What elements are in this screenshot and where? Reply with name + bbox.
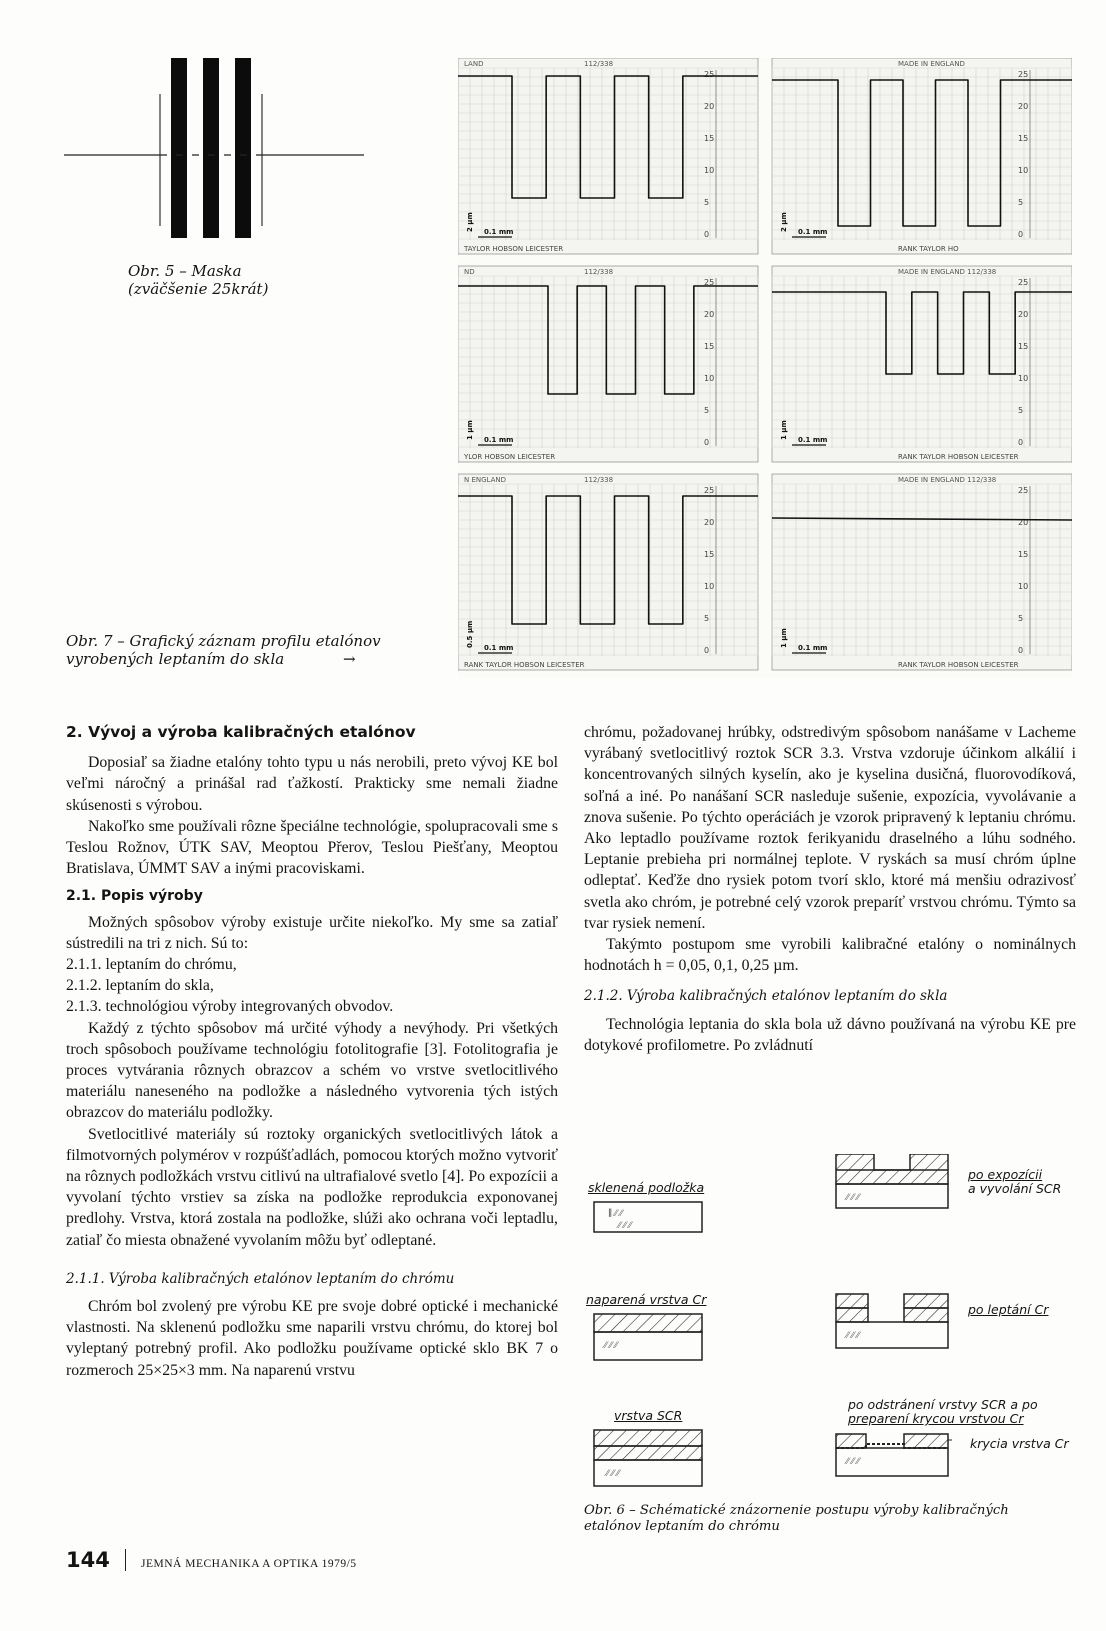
label-cr-layer: naparená vrstva Cr — [586, 1292, 707, 1307]
scale-tick-label: 0 — [1018, 230, 1024, 239]
svg-text:⁄⁄ ⁄⁄ ⁄⁄: ⁄⁄ ⁄⁄ ⁄⁄ — [606, 1468, 620, 1478]
vertical-scale-label: 2 µm — [780, 212, 788, 232]
paragraph: Nakoľko sme používali rôzne špeciálne technológie, spolupracovali sme s Teslou Rožnov, ÚTK SAV, Meoptou Přerov, Teslou Piešťany, Meoptou Bratislava, ÚMMT SAV a inými pracoviskami. — [66, 817, 558, 878]
panel-frame — [772, 58, 1072, 254]
figure-5-caption-subtitle: (zväčšenie 25krát) — [128, 280, 269, 298]
scale-tick-label: 15 — [1018, 342, 1029, 351]
scale-tick-label: 5 — [1018, 198, 1024, 207]
scale-tick-label: 25 — [1018, 278, 1029, 287]
scale-tick-label: 0 — [704, 438, 710, 447]
panel-frame — [772, 266, 1072, 462]
scale-tick-label: 0 — [704, 646, 710, 655]
label-line: preparení krycou vrstvou Cr — [848, 1411, 1024, 1426]
profile-panel — [458, 474, 758, 670]
profile-panel — [458, 266, 758, 462]
list-item: 2.1.2. leptaním do skla, — [66, 977, 214, 995]
figure-7-recordings — [458, 58, 1072, 678]
subsection-heading: 2.1.1. Výroba kalibračných etalónov leptaním do chrómu — [66, 1270, 455, 1287]
label-after-exposure — [968, 1168, 1061, 1196]
journal-name: JEMNÁ MECHANIKA A OPTIKA 1979/5 — [141, 1558, 357, 1570]
panel-header-code: 112/338 — [584, 268, 614, 276]
panel-header-code: 112/338 — [584, 60, 614, 68]
list-item: 2.1.1. leptaním do chrómu, — [66, 956, 237, 974]
panel-header: ND — [464, 268, 475, 276]
vertical-scale-label: 1 µm — [780, 628, 788, 648]
svg-text:⁄⁄ ⁄⁄ ⁄⁄: ⁄⁄ ⁄⁄ ⁄⁄ — [846, 1330, 860, 1340]
figure-5-caption — [128, 262, 328, 298]
label-after-cr-etch: po leptání Cr — [968, 1302, 1049, 1317]
scale-tick-label: 25 — [704, 278, 715, 287]
svg-text:⁄⁄ ⁄⁄ ⁄⁄: ⁄⁄ ⁄⁄ ⁄⁄ — [618, 1220, 632, 1230]
scale-tick-label: 0 — [704, 230, 710, 239]
svg-text:∥ ⁄⁄ ⁄⁄: ∥ ⁄⁄ ⁄⁄ — [608, 1208, 623, 1218]
label-final-step — [848, 1398, 1038, 1426]
scale-tick-label: 15 — [704, 550, 715, 559]
panel-footer: RANK TAYLOR HOBSON LEICESTER — [464, 661, 585, 669]
label-line: po odstránení vrstvy SCR a po — [848, 1397, 1038, 1412]
horizontal-scale-label: 0.1 mm — [484, 436, 514, 444]
paragraph: Chróm bol zvolený pre výrobu KE pre svoje dobré optické i mechanické vlastnosti. Na sklenenú podložku sme naparili vrstvu chrómu, do ktorej bol vyleptaný potrebný profil. Ako podložku používame optické sklo BK 7 o rozmeroch 25×25×3 mm. Na naparenú vrstvu — [66, 1298, 558, 1379]
panel-footer: YLOR HOBSON LEICESTER — [464, 453, 556, 461]
scale-tick-label: 10 — [704, 166, 715, 175]
figure-6-caption-subtitle: etalónov leptaním do chrómu — [584, 1519, 780, 1534]
scale-tick-label: 15 — [704, 134, 715, 143]
scale-tick-label: 5 — [704, 198, 710, 207]
figure-5-mask — [64, 56, 364, 246]
figure-7-caption-title: Obr. 7 – Grafický záznam profilu etalónov — [66, 632, 381, 650]
vertical-scale-label: 2 µm — [466, 212, 474, 232]
scale-tick-label: 20 — [704, 518, 715, 527]
figure-7-caption-subtitle: vyrobených leptaním do skla — [66, 650, 285, 668]
left-column — [66, 722, 558, 1381]
arrow-icon: → — [343, 650, 356, 668]
paragraph: Svetlocitlivé materiály sú roztoky organických svetlocitlivých látok a filmotvorných polymérov v rozpúšťadlách, pomocou ktorých možno vytvoriť na rôznych podložkách vrstvu citlivú na ultrafialové svetlo [4]. Po expozícii a vyvolaní týchto vrstiev sa získa na podložke reprodukcia exponovanej predlohy. Vrstva, ktorá zostala na podložke, slúži ako ochrana voči leptadlu, zatiaľ čo miesta obnažené vyvolaním môžu byť odleptané. — [66, 1125, 558, 1249]
scale-tick-label: 5 — [704, 406, 710, 415]
horizontal-scale-label: 0.1 mm — [484, 644, 514, 652]
panel-footer: RANK TAYLOR HOBSON LEICESTER — [898, 661, 1019, 669]
scale-tick-label: 10 — [1018, 374, 1029, 383]
label-line: po expozícii — [968, 1167, 1043, 1182]
paragraph: Možných spôsobov výroby existuje určite niekoľko. My sme sa zatiaľ sústredili na tri z nich. Sú to: — [66, 913, 558, 952]
figure-7-caption — [66, 632, 406, 668]
panel-header: N ENGLAND — [464, 476, 507, 484]
horizontal-scale-label: 0.1 mm — [798, 228, 828, 236]
paragraph: chrómu, požadovanej hrúbky, odstredivým spôsobom nanášame v Lacheme vyrábaný svetlocitlivý roztok SCR 3.3. Vrstva vzdoruje účinkom alkálií i koncentrovaných silných kyselín, ako je kyselina dusičná, fluorovodíková, soľná a iné. Po nanášaní SCR nasleduje sušenie, expozícia, vyvolávanie a znova sušenie. Po týchto operáciách je vzorok pripravený k leptaniu chrómu. Ako leptadlo používame roztok ferikyanidu draselného a lúhu sodného. Leptanie prebieha pri normálnej teplote. V ryskách sa musí chróm úplne odleptať. Keďže dno rysiek potom tvorí sklo, ktoré má menšiu odrazivosť svetla ako chróm, je potrebné celý vzorok preparíť vrstvou chrómu. Týmto sa tvar rysiek nemení. — [584, 724, 1076, 932]
scale-tick-label: 20 — [704, 310, 715, 319]
panel-footer: TAYLOR HOBSON LEICESTER — [464, 245, 564, 253]
profile-charts — [458, 58, 1072, 678]
mask-drawing — [64, 56, 364, 246]
panel-header: LAND — [464, 60, 484, 68]
vertical-scale-label: 1 µm — [780, 420, 788, 440]
panel-footer: RANK TAYLOR HOBSON LEICESTER — [898, 453, 1019, 461]
panel-frame — [458, 266, 758, 462]
paragraph: Takýmto postupom sme vyrobili kalibračné etalóny o nominálnych hodnotách h = 0,05, 0,1, 0,25 µm. — [584, 936, 1076, 975]
scale-tick-label: 10 — [1018, 582, 1029, 591]
right-column — [584, 722, 1076, 1056]
label-glass-substrate: sklenená podložka — [588, 1180, 705, 1195]
schematic-drawing — [584, 1154, 1084, 1504]
scale-tick-label: 20 — [704, 102, 715, 111]
paragraph: Technológia leptania do skla bola už dávno používaná na výrobu KE pre dotykové profilometre. Po zvládnutí — [584, 1015, 1076, 1054]
label-line: a vyvolání SCR — [968, 1181, 1062, 1196]
scale-tick-label: 10 — [1018, 166, 1029, 175]
page-number: 144 — [66, 1548, 110, 1572]
horizontal-scale-label: 0.1 mm — [798, 436, 828, 444]
vertical-scale-label: 0.5 µm — [466, 620, 474, 648]
panel-header-code: MADE IN ENGLAND 112/338 — [898, 268, 997, 276]
scale-tick-label: 15 — [1018, 134, 1029, 143]
subsection-heading: 2.1.2. Výroba kalibračných etalónov leptaním do skla — [584, 988, 948, 1005]
label-cover-cr: krycia vrstva Cr — [970, 1436, 1069, 1451]
scale-tick-label: 15 — [704, 342, 715, 351]
scale-tick-label: 20 — [1018, 518, 1029, 527]
panel-header-code: 112/338 — [584, 476, 614, 484]
panel-footer: RANK TAYLOR HO — [898, 245, 959, 253]
figure-6-schematic — [584, 1154, 1084, 1514]
list-item: 2.1.3. technológiou výroby integrovaných obvodov. — [66, 998, 394, 1016]
scale-tick-label: 10 — [704, 374, 715, 383]
horizontal-scale-label: 0.1 mm — [798, 644, 828, 652]
paragraph: Doposiaľ sa žiadne etalóny tohto typu u nás nerobili, preto vývoj KE bol veľmi náročný a prinášal rad ťažkostí. Prakticky sme nemali žiadne skúsenosti s výrobou. — [66, 754, 558, 814]
scale-tick-label: 20 — [1018, 102, 1029, 111]
profile-panel — [772, 266, 1072, 462]
svg-text:⁄⁄ ⁄⁄ ⁄⁄: ⁄⁄ ⁄⁄ ⁄⁄ — [846, 1192, 860, 1202]
panel-header-code: MADE IN ENGLAND 112/338 — [898, 476, 997, 484]
scale-tick-label: 25 — [1018, 486, 1029, 495]
scale-tick-label: 10 — [704, 582, 715, 591]
scale-tick-label: 0 — [1018, 646, 1024, 655]
vertical-scale-label: 1 µm — [466, 420, 474, 440]
scale-tick-label: 20 — [1018, 310, 1029, 319]
scale-tick-label: 25 — [704, 70, 715, 79]
profile-panel — [772, 474, 1072, 670]
page-footer — [66, 1548, 357, 1572]
label-scr-layer: vrstva SCR — [614, 1408, 683, 1423]
svg-text:⁄⁄ ⁄⁄ ⁄⁄: ⁄⁄ ⁄⁄ ⁄⁄ — [604, 1340, 618, 1350]
scale-tick-label: 5 — [704, 614, 710, 623]
footer-divider — [125, 1549, 126, 1571]
horizontal-scale-label: 0.1 mm — [484, 228, 514, 236]
section-heading: 2. Vývoj a výroba kalibračných etalónov — [66, 723, 416, 741]
scale-tick-label: 5 — [1018, 406, 1024, 415]
scale-tick-label: 25 — [704, 486, 715, 495]
scale-tick-label: 15 — [1018, 550, 1029, 559]
svg-text:⁄⁄ ⁄⁄ ⁄⁄: ⁄⁄ ⁄⁄ ⁄⁄ — [846, 1456, 860, 1466]
paragraph: Každý z týchto spôsobov má určité výhody a nevýhody. Pri všetkých troch spôsoboch používame technológiu fotolitografie [3]. Fotolitografia je proces vytvárania rôznych obrazcov a schém vo vrstve svetlocitlivého materiálu naneseného na podložke a následného vytvorenia tých istých obrazcov do materiálu podložky. — [66, 1019, 558, 1122]
panel-header-code: MADE IN ENGLAND — [898, 60, 965, 68]
profile-panel — [458, 58, 758, 254]
scale-tick-label: 25 — [1018, 70, 1029, 79]
panel-frame — [772, 474, 1072, 670]
panel-frame — [458, 58, 758, 254]
figure-6-caption-title: Obr. 6 – Schématické znázornenie postupu výroby kalibračných — [584, 1503, 1009, 1518]
subsection-heading: 2.1. Popis výroby — [66, 888, 203, 905]
figure-5-caption-title: Obr. 5 – Maska — [128, 262, 242, 280]
profile-panel — [772, 58, 1072, 254]
figure-6-caption — [584, 1503, 1084, 1535]
panel-frame — [458, 474, 758, 670]
scale-tick-label: 0 — [1018, 438, 1024, 447]
scale-tick-label: 5 — [1018, 614, 1024, 623]
